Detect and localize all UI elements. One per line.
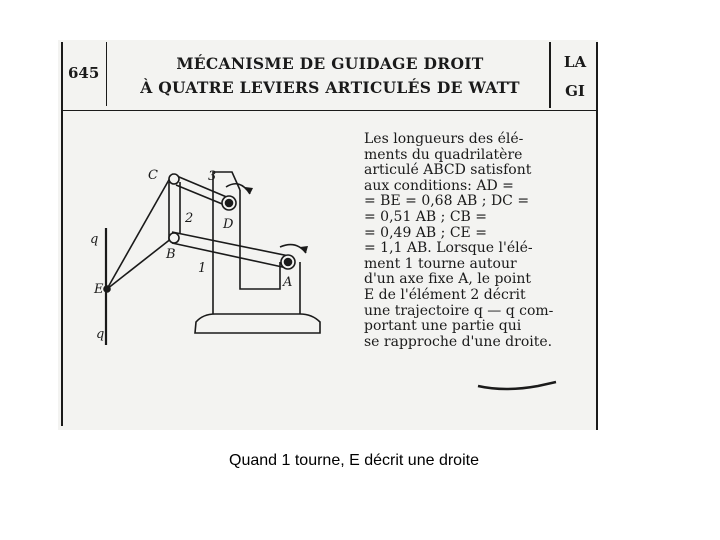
title-line-2: À QUATRE LEVIERS ARTICULÉS DE WATT	[140, 78, 520, 97]
title-line-1: MÉCANISME DE GUIDAGE DROIT	[176, 54, 484, 73]
joint-b	[169, 233, 179, 243]
label-a: A	[283, 275, 293, 290]
arrow-head-a	[300, 246, 308, 253]
label-1: 1	[198, 261, 207, 276]
joint-c	[169, 174, 179, 184]
category-code-bottom: GI	[565, 82, 585, 100]
link-c-e	[107, 178, 170, 289]
link-2	[169, 182, 180, 240]
pivot-d-bracket	[222, 172, 240, 190]
label-q-bottom: q	[96, 327, 105, 342]
link-1	[172, 232, 289, 268]
description-line: articulé ABCD satisfont	[364, 162, 532, 179]
label-2: 2	[185, 211, 194, 226]
ink-underline	[478, 382, 556, 389]
description-line: = 0,49 AB ; CE =	[364, 224, 487, 241]
link-b-e	[107, 238, 172, 289]
joint-a-center	[285, 259, 292, 266]
description-line: = 1,1 AB. Lorsque l'élé-	[364, 240, 533, 257]
slide-caption: Quand 1 tourne, E décrit une droite	[229, 452, 479, 469]
plate-number: 645	[68, 64, 100, 82]
description-text	[364, 132, 576, 350]
label-b: B	[166, 247, 176, 262]
label-3: 3	[208, 169, 217, 184]
joint-d-center	[226, 200, 233, 207]
description-line: E de l'élément 2 décrit	[364, 286, 526, 303]
label-d: D	[223, 217, 234, 232]
description-line: = 0,51 AB ; CB =	[364, 208, 487, 225]
description-line: d'un axe fixe A, le point	[364, 271, 531, 288]
frame-base	[195, 314, 320, 333]
label-q-top: q	[90, 232, 99, 247]
description-line: ment 1 tourne autour	[364, 255, 517, 272]
description-line: aux conditions: AD =	[364, 177, 514, 194]
label-e: E	[94, 282, 104, 297]
description-line: se rapproche d'une droite.	[364, 333, 553, 350]
description-line: = BE = 0,68 AB ; DC =	[364, 193, 530, 210]
description-line: portant une partie qui	[364, 318, 522, 335]
category-code-top: LA	[563, 53, 587, 71]
description-line: ments du quadrilatère	[364, 146, 523, 163]
description-line: une trajectoire q — q com-	[364, 302, 554, 319]
point-e	[104, 286, 110, 292]
description-line: Les longueurs des élé-	[364, 131, 524, 147]
label-c: C	[148, 168, 158, 183]
